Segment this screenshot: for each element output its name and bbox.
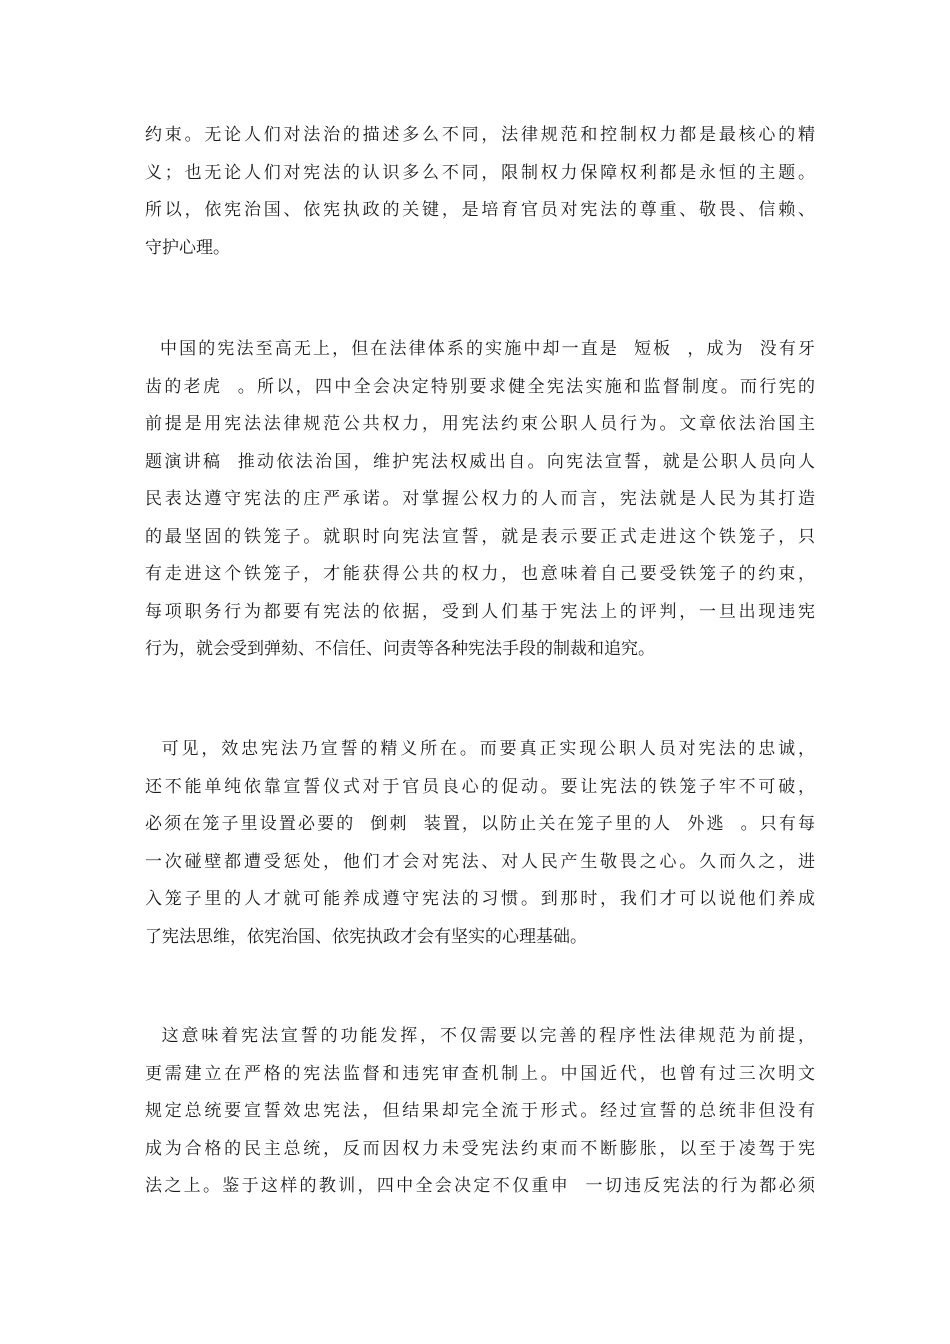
text-line: 题演讲稿 推动依法治国，维护宪法权威出自。向宪法宣誓，就是公职人员向人 (145, 451, 815, 472)
text-line: 齿的老虎 。所以，四中全会决定特别要求健全宪法实施和监督制度。而行宪的 (145, 376, 815, 397)
text-line: 入笼子里的人才就可能养成遵守宪法的习惯。到那时，我们才可以说他们养成 (145, 889, 815, 909)
paragraph-3 (145, 731, 815, 956)
paragraph-4 (145, 1018, 815, 1206)
text-line: 必须在笼子里设置必要的 倒刺 装置，以防止关在笼子里的人 外逃 。只有每 (145, 814, 815, 834)
text-line: 这意味着宪法宣誓的功能发挥，不仅需要以完善的程序性法律规范为前提， (145, 1026, 815, 1046)
text-line: 有走进这个铁笼子，才能获得公共的权力，也意味着自己要受铁笼子的约束， (145, 564, 815, 584)
text-line: 规定总统要宣誓效忠宪法，但结果却完全流于形式。经过宣誓的总统非但没有 (145, 1101, 815, 1121)
text-line: 一次碰壁都遭受惩处，他们才会对宪法、对人民产生敬畏之心。久而久之，进 (145, 851, 815, 872)
text-line: 约束。无论人们对法治的描述多么不同，法律规范和控制权力都是最核心的精 (145, 125, 815, 145)
text-line: 成为合格的民主总统，反而因权力未受宪法约束而不断膨胀，以至于凌驾于宪 (145, 1138, 815, 1159)
text-line: 守护心理。 (145, 237, 230, 258)
text-line: 行为，就会受到弹劾、不信任、问责等各种宪法手段的制裁和追究。 (145, 639, 655, 659)
text-line: 法之上。鉴于这样的教训，四中全会决定不仅重申 一切违反宪法的行为都必须 (145, 1176, 815, 1196)
paragraph-2 (145, 331, 815, 669)
text-line: 前提是用宪法法律规范公共权力，用宪法约束公职人员行为。文章依法治国主 (145, 414, 815, 434)
text-line: 所以，依宪治国、依宪执政的关键，是培育官员对宪法的尊重、敬畏、信赖、 (145, 200, 815, 220)
text-line: 更需建立在严格的宪法监督和违宪审查机制上。中国近代，也曾有过三次明文 (145, 1063, 815, 1084)
text-line: 中国的宪法至高无上，但在法律体系的实施中却一直是 短板 ，成为 没有牙 (145, 339, 815, 359)
text-line: 了宪法思维，依宪治国、依宪执政才会有坚实的心理基础。 (145, 926, 587, 947)
text-line: 每项职务行为都要有宪法的依据，受到人们基于宪法上的评判，一旦出现违宪 (145, 601, 815, 622)
text-line: 义；也无论人们对宪法的认识多么不同，限制权力保障权利都是永恒的主题。 (145, 162, 815, 183)
text-line: 还不能单纯依靠宣誓仪式对于官员良心的促动。要让宪法的铁笼子牢不可破， (145, 776, 815, 797)
paragraph-1 (145, 117, 815, 267)
text-line: 民表达遵守宪法的庄严承诺。对掌握公权力的人而言，宪法就是人民为其打造 (145, 489, 815, 509)
text-line: 的最坚固的铁笼子。就职时向宪法宣誓，就是表示要正式走进这个铁笼子，只 (145, 526, 815, 547)
text-line: 可见，效忠宪法乃宣誓的精义所在。而要真正实现公职人员对宪法的忠诚， (145, 739, 815, 759)
